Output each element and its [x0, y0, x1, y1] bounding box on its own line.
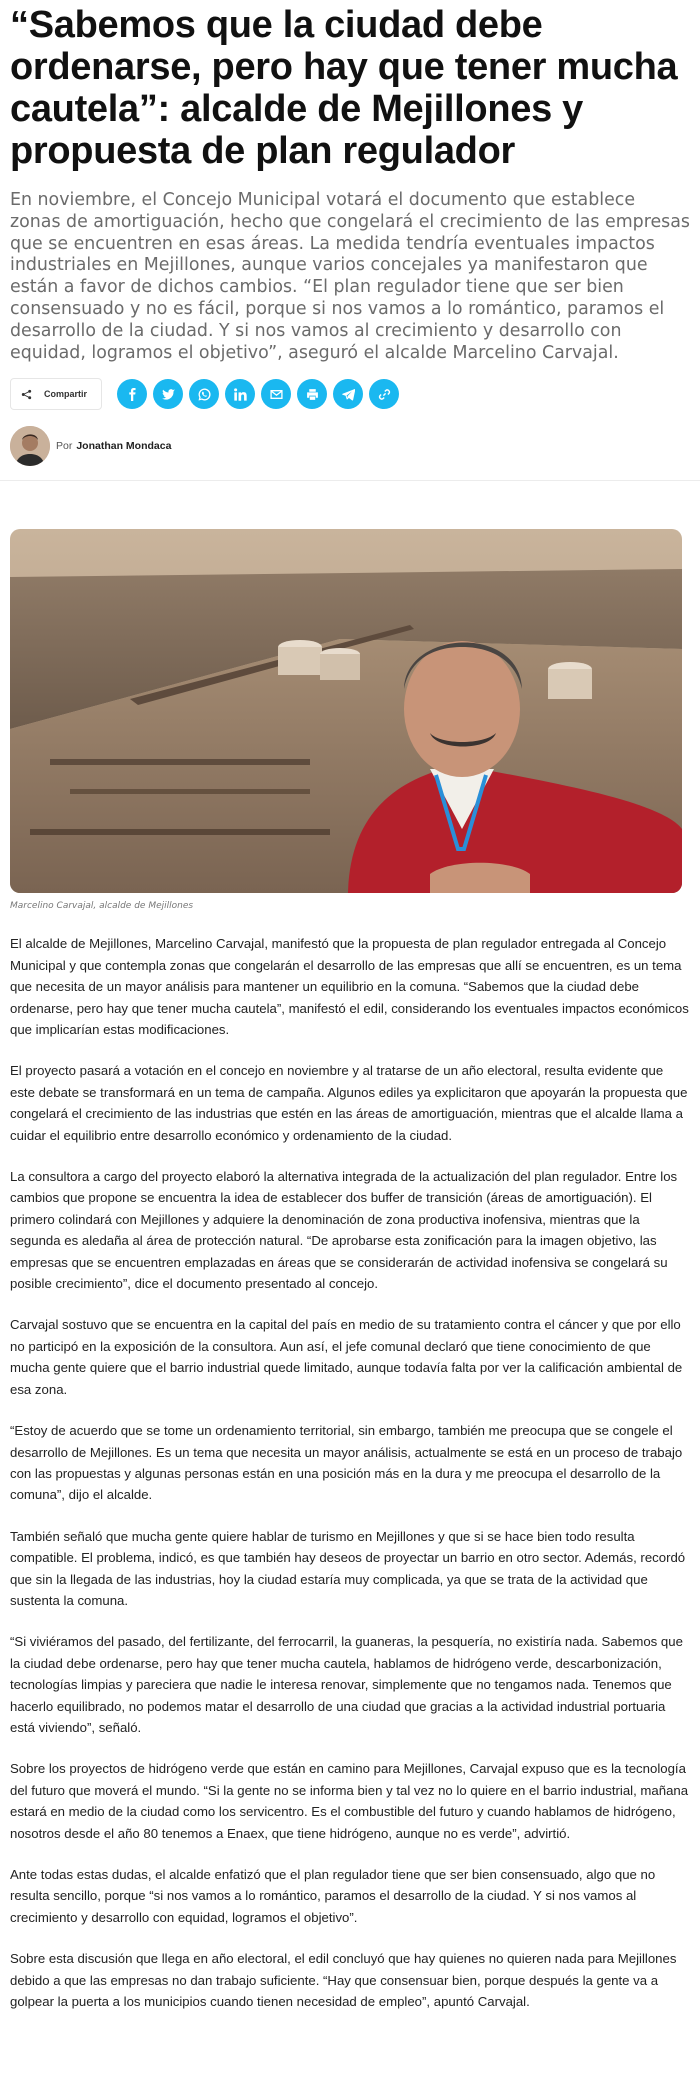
link-icon[interactable]: [369, 379, 399, 409]
whatsapp-icon[interactable]: [189, 379, 219, 409]
body-paragraph: El proyecto pasará a votación en el concejo en noviembre y al tratarse de un año electoral, resulta evidente que este debate se transformará en un tema de campaña. Algunos ediles ya explicitaron que apoyarán la propuesta que congelará el crecimiento de las industrias que estén en las áreas de amortiguación, mientras que el alcalde llama a cuidar el equilibrio entre desarrollo económico y ordenamiento de la ciudad.: [10, 1063, 688, 1143]
share-bar: [10, 378, 690, 410]
author-name[interactable]: Jonathan Mondaca: [76, 440, 172, 453]
author-prefix: Por: [56, 440, 73, 453]
photo-caption: Marcelino Carvajal, alcalde de Mejillones: [10, 901, 194, 912]
facebook-icon[interactable]: [117, 379, 147, 409]
body-paragraph: El alcalde de Mejillones, Marcelino Carvajal, manifestó que la propuesta de plan regulador entregada al Concejo Municipal y que contempla zonas que congelarán el desarrollo de las empresas que allí se encuentren, es un tema que necesita de un mayor análisis para mantener un equilibrio en la comuna. “Sabemos que la ciudad debe ordenarse, pero hay que tener mucha cautela”, manifestó el edil, considerando los eventuales impactos económicos que implicarían estas modificaciones.: [10, 936, 689, 1037]
body-paragraph: Sobre los proyectos de hidrógeno verde que están en camino para Mejillones, Carvajal expuso que es la tecnología del futuro que moverá el mundo. “Si la gente no se informa bien y tal vez no lo quiere en el barrio industrial, mañana estará en medio de la ciudad como los servicentro. Es el combustible del futuro y cuando hablamos de hidrógeno, nosotros desde el año 80 tenemos a Enaex, que tiene hidrógeno, aunque no es verde”, advirtió.: [10, 1761, 689, 1841]
body-paragraph: “Si viviéramos del pasado, del fertilizante, del ferrocarril, la guaneras, la pesquería, no existiría nada. Sabemos que la ciudad debe ordenarse, pero hay que tener mucha cautela, hablamos de hidrógeno verde, descarbonización, tecnologías limpias y pareciera que nadie le interesa renovar, simplemente que no tengamos nada. Tenemos que hacerlo equilibrado, no podemos matar el desarrollo de una ciudad que gracias a la actividad industrial portuaria está viviendo”, señaló.: [10, 1634, 683, 1735]
article-container: [0, 4, 700, 466]
share-icon: [21, 389, 32, 400]
body-paragraph: También señaló que mucha gente quiere hablar de turismo en Mejillones y que si se hace bien todo resulta compatible. El problema, indicó, es que también hay deseos de proyectar un barrio en otro sector. Además, recordó que sin la llegada de las industrias, hoy la ciudad estaría muy complicada, ya que se trata de la actividad que sustenta la comuna.: [10, 1528, 686, 1608]
avatar[interactable]: [10, 426, 50, 466]
telegram-icon[interactable]: [333, 379, 363, 409]
article-title: “Sabemos que la ciudad debe ordenarse, pero hay que tener mucha cautela”: alcalde de Mejillones y propuesta de plan regulador: [10, 4, 678, 172]
article-body: [10, 933, 690, 2012]
social-icons: [117, 379, 399, 409]
article-lead: En noviembre, el Concejo Municipal votará el documento que establece zonas de amortiguación, hecho que congelará el crecimiento de las empresas que se encuentren en esas áreas. La medida tendría eventuales impactos industriales en Mejillones, aunque varios concejales ya manifestaron que están a favor de dichos cambios. “El plan regulador tiene que ser bien consensuado y no es fácil, porque si nos vamos a lo romántico, paramos el desarrollo de la ciudad. Y si nos vamos al crecimiento y desarrollo con equidad, logramos el objetivo”, aseguró el alcalde Marcelino Carvajal.: [10, 190, 690, 363]
body-paragraph: Ante todas estas dudas, el alcalde enfatizó que el plan regulador tiene que ser bien consensuado, algo que no resulta sencillo, porque “si nos vamos a lo romántico, paramos el desarrollo de la ciudad. Y si nos vamos al crecimiento y desarrollo con equidad, logramos el objetivo”.: [10, 1867, 656, 1925]
divider: [0, 480, 700, 481]
body-paragraph: “Estoy de acuerdo que se tome un ordenamiento territorial, sin embargo, también me preocupa que se congele el desarrollo de Mejillones. Es un tema que necesita un mayor análisis, actualmente se está en un proceso de trabajo con las propuestas y algunas personas están en una posición más en la dura y me preocupa el desarrollo de la comuna”, dijo el alcalde.: [10, 1423, 683, 1503]
linkedin-icon[interactable]: [225, 379, 255, 409]
email-icon[interactable]: [261, 379, 291, 409]
share-label: Compartir: [44, 389, 88, 400]
twitter-icon[interactable]: [153, 379, 183, 409]
share-button[interactable]: [10, 378, 102, 410]
body-paragraph: Sobre esta discusión que llega en año electoral, el edil concluyó que hay quienes no quieren nada para Mejillones debido a que las empresas no dan trabajo suficiente. “Hay que consensuar bien, porque después la gente va a golpear la puerta a los municipios cuando tienen necesidad de empleo”, apuntó Carvajal.: [10, 1951, 677, 2010]
body-paragraph: Carvajal sostuvo que se encuentra en la capital del país en medio de su tratamiento contra el cáncer y que por ello no participó en la exposición de la consultora. Aun así, el jefe comunal declaró que tiene conocimiento de que mucha gente quiere que el barrio industrial quede limitado, aunque todavía falta por ver la calificación ambiental de esa zona.: [10, 1317, 683, 1397]
author-byline: [10, 426, 690, 466]
article-photo: [10, 529, 682, 893]
body-paragraph: La consultora a cargo del proyecto elaboró la alternativa integrada de la actualización del plan regulador. Entre los cambios que propone se encuentra la idea de establecer dos buffer de transición (áreas de amortiguación). El primero colindará con Mejillones y adquiere la denominación de zona productiva inofensiva, mientras que la segunda es aledaña al área de protección natural. “De aprobarse esta zonificación para la imagen objetivo, las empresas que se encuentren emplazadas en áreas que se considerarán de actividad inofensiva se congelará su posible crecimiento”, dice el documento presentado al concejo.: [10, 1169, 678, 1292]
print-icon[interactable]: [297, 379, 327, 409]
